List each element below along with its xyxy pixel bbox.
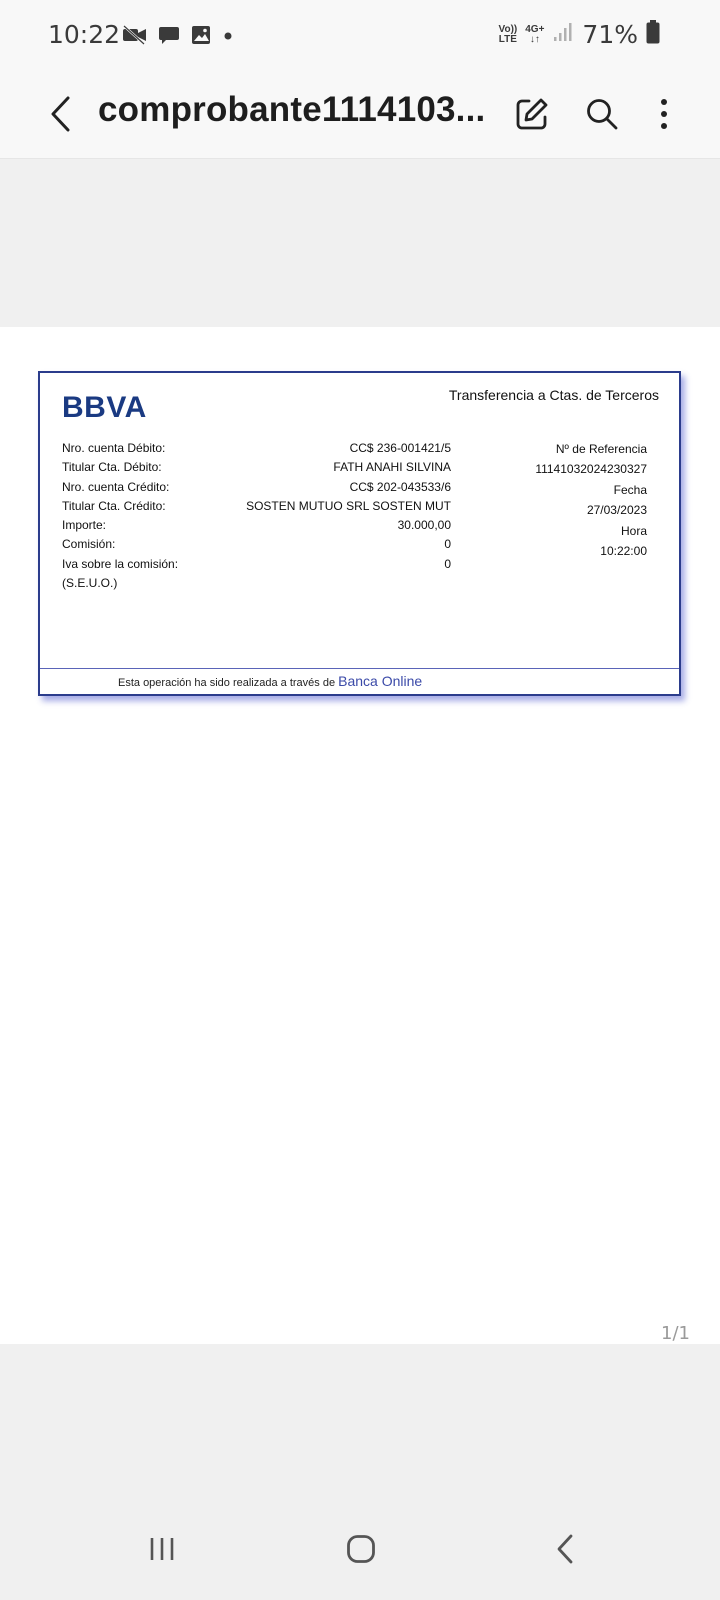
dot-icon	[222, 29, 234, 47]
notification-icons	[122, 24, 234, 51]
field-values	[246, 439, 451, 574]
more-options-button[interactable]	[646, 92, 682, 136]
footer-text: Esta operación ha sido realizada a través de	[118, 677, 339, 689]
battery-percent: 71%	[582, 20, 638, 49]
field-value: FATH ANAHI SILVINA	[333, 460, 451, 475]
edit-icon	[515, 97, 549, 131]
battery-icon	[646, 20, 660, 49]
status-right	[499, 20, 660, 49]
recents-button[interactable]	[145, 1532, 179, 1566]
field-labels	[62, 439, 178, 593]
receipt-divider	[40, 668, 679, 669]
recents-icon	[148, 1535, 176, 1563]
viewer-background-top	[0, 159, 720, 327]
field-label: Iva sobre la comisión:	[62, 556, 179, 571]
app-bar	[0, 72, 720, 159]
search-icon	[585, 97, 619, 131]
volte-indicator: Vo)) LTE	[498, 23, 518, 45]
field-value: CC$ 202-043533/6	[349, 479, 451, 494]
date-label: Fecha	[613, 483, 647, 497]
date-value: 27/03/2023	[586, 503, 647, 517]
transfer-receipt	[38, 371, 681, 696]
field-value: 30.000,00	[397, 518, 451, 533]
edit-button[interactable]	[512, 92, 552, 136]
back-button[interactable]	[40, 90, 80, 138]
field-value: 0	[444, 556, 451, 571]
field-value: 0	[444, 537, 451, 552]
chat-bubble-icon	[158, 24, 180, 51]
status-bar	[0, 0, 720, 72]
chevron-left-icon	[48, 95, 72, 133]
signal-icon	[552, 21, 574, 48]
page-counter: 1/1	[661, 1323, 690, 1344]
time-value: 10:22:00	[600, 544, 647, 558]
network-indicator: 4G+ ↓↑	[525, 23, 545, 45]
nav-back-button[interactable]	[548, 1532, 582, 1566]
camera-off-icon	[122, 24, 148, 51]
search-button[interactable]	[580, 92, 624, 136]
field-label: Importe:	[62, 518, 107, 533]
field-label: (S.E.U.O.)	[62, 576, 118, 591]
more-vert-icon	[660, 98, 668, 130]
banca-online-link: Banca Online	[338, 673, 423, 689]
image-icon	[190, 24, 212, 51]
field-value: SOSTEN MUTUO SRL SOSTEN MUT	[246, 498, 451, 513]
home-icon	[346, 1534, 376, 1564]
navigation-bar	[0, 1510, 720, 1600]
home-button[interactable]	[344, 1532, 378, 1566]
field-label: Nro. cuenta Crédito:	[62, 479, 170, 494]
field-label: Titular Cta. Débito:	[62, 460, 162, 475]
field-label: Comisión:	[62, 537, 116, 552]
receipt-title: Transferencia a Ctas. de Terceros	[448, 387, 659, 403]
field-value: CC$ 236-001421/5	[349, 441, 451, 455]
field-label: Titular Cta. Crédito:	[62, 498, 166, 513]
reference-value: 11141032024230327	[535, 462, 647, 476]
nav-back-icon	[554, 1534, 576, 1564]
reference-details	[535, 439, 647, 561]
receipt-footer	[118, 673, 422, 689]
status-time: 10:22	[48, 20, 121, 49]
field-label: Nro. cuenta Débito:	[62, 441, 166, 455]
bbva-logo: BBVA	[62, 391, 147, 424]
reference-label: Nº de Referencia	[555, 442, 647, 456]
document-title: comprobante1114103...	[98, 90, 486, 129]
time-label: Hora	[620, 524, 647, 538]
